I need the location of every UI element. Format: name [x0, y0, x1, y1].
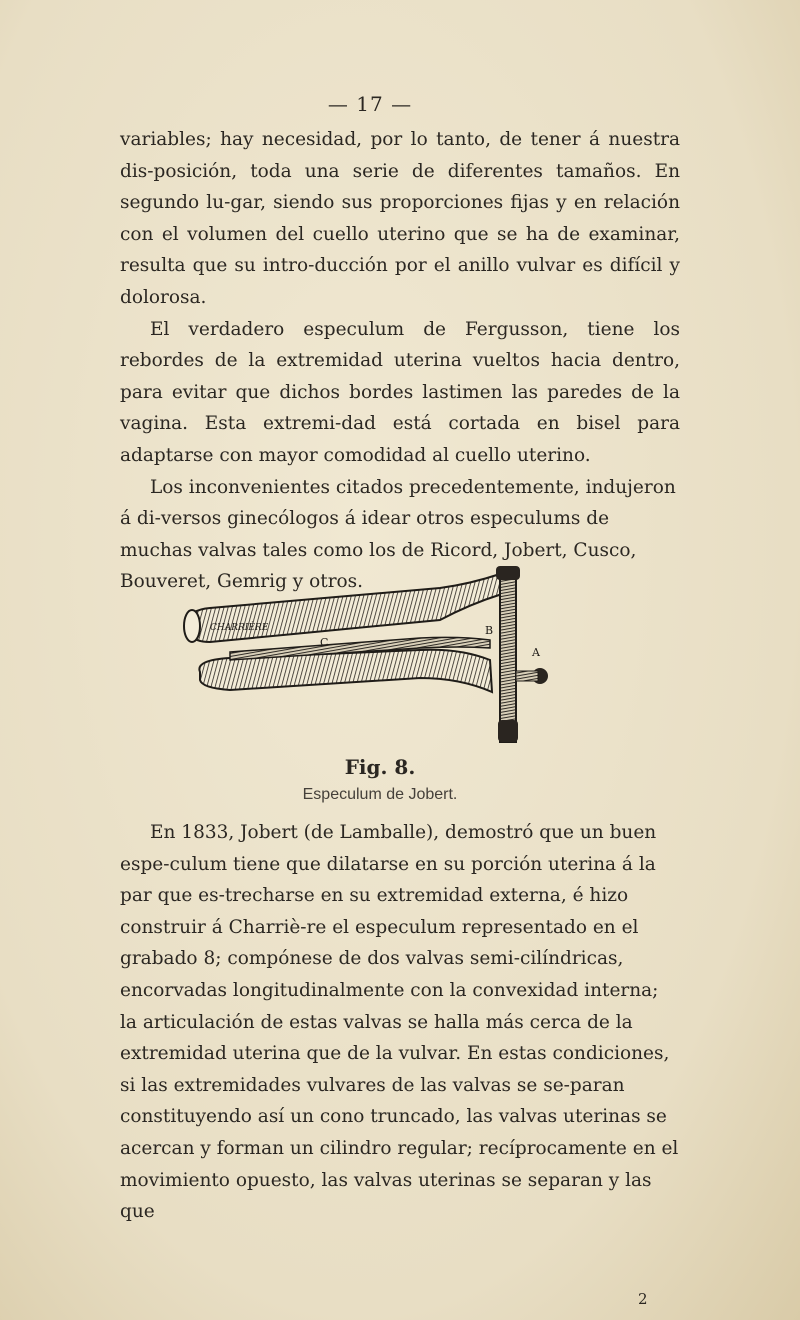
printer-signature-mark: 2	[638, 1290, 648, 1308]
figure-label: Fig. 8.	[344, 755, 416, 779]
engraving-maker-label: CHARRIÈRE	[210, 623, 269, 633]
screw-shaft	[516, 671, 538, 681]
bottom-text-block	[120, 817, 680, 1228]
top-text-block	[120, 124, 680, 598]
engraving-label-a: A	[532, 646, 540, 659]
engraving-label-b: B	[485, 624, 494, 637]
page-number: — 17 —	[327, 92, 413, 116]
paragraph: variables; hay necesidad, por lo tanto, de tener á nuestra dis-posición, toda una serie de diferentes tamaños. En segundo lu-gar, siendo sus proporciones fijas y en relación con el volumen del cuello uterino que se ha de examinar, resulta que su intro-ducción por el anillo vulvar es difícil y dolorosa.	[120, 129, 680, 308]
upper-knob	[496, 566, 520, 580]
speculum-engraving	[170, 560, 590, 745]
vertical-handle	[500, 572, 516, 742]
figure-caption: Especulum de Jobert.	[302, 786, 458, 803]
speculum-illustration	[170, 560, 590, 745]
upper-valve-rim	[184, 610, 200, 642]
paragraph: En 1833, Jobert (de Lamballe), demostró que un buen espe-culum tiene que dilatarse en su porción uterina á la par que es-trecharse en su extremidad externa, é hizo construir á Charriè-re el especulum representado en el grabado 8; compónese de dos valvas semi-cilíndricas, encorvadas longitudinalmente con la convexidad interna; la articulación de estas valvas se halla más cerca de la extremidad uterina que de la vulvar. En estas condiciones, si las extremidades vulvares de las valvas se se-paran constituyendo así un cono truncado, las valvas uterinas se acercan y forman un cilindro regular; recíprocamente en el movimiento opuesto, las valvas uterinas se separan y las que	[120, 822, 679, 1223]
engraving-label-c: C	[320, 636, 329, 649]
paragraph: Los inconvenientes citados precedentemente, indujeron á di-versos ginecólogos á idear otros especulums de muchas valvas tales como los de Ricord, Jobert, Cusco, Bouveret, Gemrig y otros.	[120, 476, 676, 593]
lower-knob	[498, 720, 518, 742]
paragraph: El verdadero especulum de Fergusson, tiene los rebordes de la extremidad uterina vueltos hacia dentro, para evitar que dichos bordes lastimen las paredes de la vagina. Esta extremi-dad está cortada en bisel para adaptarse con mayor comodidad al cuello uterino.	[120, 318, 680, 466]
